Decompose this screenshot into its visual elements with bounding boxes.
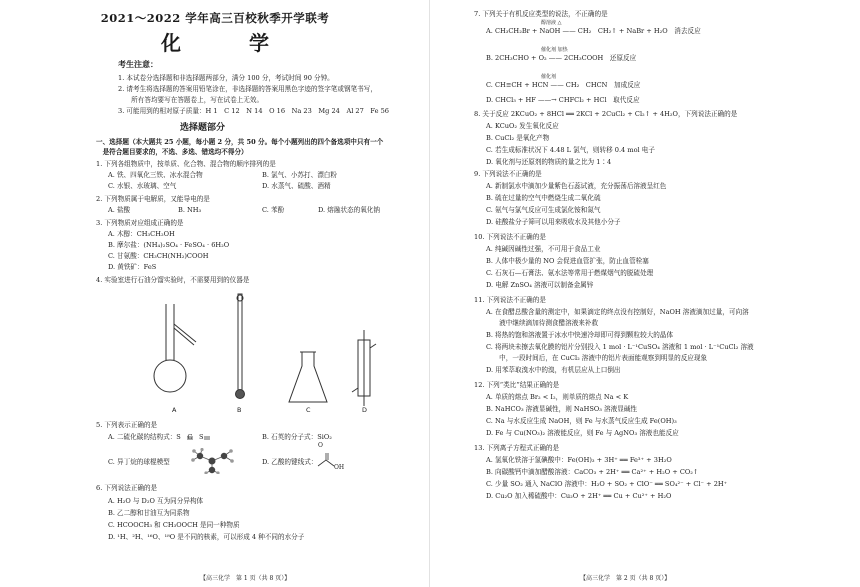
q8-option-c: C. 若生成标准状况下 4.48 L 氯气，则转移 0.4 mol 电子: [486, 146, 655, 154]
double-bond-icon: [185, 436, 215, 440]
q6-option-b: B. 乙二醇和甘油互为同系物: [108, 509, 190, 517]
q8-stem: 8. 关于反应 2KCuO₂ + 8HCl ══ 2KCl + 2CuCl₂ + Cl₂↑ + 4H₂O，下列说法正确的是: [474, 110, 738, 118]
q4-label-d: D: [362, 406, 367, 414]
q3-option-b: B. 摩尔盐：(NH₄)₂SO₄ · FeSO₄ · 6H₂O: [108, 241, 230, 249]
ball-and-stick-model-icon: [190, 448, 236, 474]
q6-option-d: D. ¹H、²H、¹⁶O、¹⁸O 是不同的核素，可以形成 4 种不同的水分子: [108, 533, 305, 541]
q5-option-c: C. 异丁烷的球棍模型: [108, 458, 170, 466]
q4-label-a: A: [172, 406, 177, 414]
q2-option-b: B. NH₃: [178, 206, 202, 214]
q9-option-c: C. 氨气与氯气反应可生成氯化铵和氮气: [486, 206, 601, 214]
condenser-icon: [350, 330, 378, 406]
q10-option-b: B. 人体中极少量的 NO 会促进血管扩张，防止血管栓塞: [486, 257, 649, 265]
q13-stem: 13. 下列离子方程式正确的是: [474, 444, 560, 452]
section-instruction-2: 是符合题目要求的，不选、多选、错选均不得分）: [96, 148, 248, 156]
q6-option-a: A. H₂O 与 D₂O 互为同分异构体: [108, 497, 204, 505]
q5-option-a: A. 二硫化碳的结构式：S C S: [108, 433, 204, 441]
q9-option-d: D. 硅酸盐分子筛可以用来吸收水及其他小分子: [486, 218, 621, 226]
q10-option-d: D. 电解 ZnSO₄ 溶液可以制备金属锌: [486, 281, 594, 289]
q11-option-c-cont: 中，一段时间后，在 CuCl₂ 溶液中的铝片表面能观察到明显的反应现象: [486, 354, 708, 362]
q8-option-a: A. KCuO₂ 发生氧化反应: [486, 122, 559, 130]
q12-option-c: C. Na 与水反应生成 NaOH，则 Fe 与水蒸气反应生成 Fe(OH)₃: [486, 417, 677, 425]
q7-option-d: D. CHCl₃ + HF ——→ CHFCl₂ + HCl 取代反应: [486, 96, 640, 104]
thermometer-icon: [232, 292, 248, 404]
q13-option-d: D. Cu₂O 加入稀硫酸中：Cu₂O + 2H⁺ ══ Cu + Cu²⁺ + H₂O: [486, 492, 672, 500]
q6-stem: 6. 下列说法正确的是: [96, 484, 158, 492]
q13-option-a: A. 氢氧化铁溶于氢碘酸中：Fe(OH)₃ + 3H⁺ ══ Fe³⁺ + 3H₂O: [486, 456, 672, 464]
q11-option-c: C. 将两块未擦去氧化膜的铝片分别投入 1 mol · L⁻¹CuSO₄ 溶液和 1 mol · L⁻¹CuCl₂ 溶液: [486, 343, 754, 351]
page-2-footer: 【高三化学 第 2 页（共 8 页）】: [580, 575, 671, 582]
conical-flask-icon: [286, 350, 330, 406]
q7-option-c: C. CH≡CH + HCN —— CH₂ CHCN 加成反应: [486, 81, 641, 89]
q13-option-c: C. 少量 SO₂ 通入 NaClO 溶液中：H₂O + SO₂ + ClO⁻ ══ SO₄²⁻ + Cl⁻ + 2H⁺: [486, 480, 728, 488]
q8-option-b: B. CuCl₂ 是氧化产物: [486, 134, 550, 142]
q13-option-b: B. 向碳酸钙中滴加醋酸溶液：CaCO₃ + 2H⁺ ══ Ca²⁺ + H₂O + CO₂↑: [486, 468, 699, 476]
q1-option-a: A. 铁、四氧化三铁、冰水混合物: [108, 171, 203, 179]
q7-stem: 7. 下列关于有机反应类型的说法，不正确的是: [474, 10, 608, 18]
q2-stem: 2. 下列物质属于电解质，又能导电的是: [96, 195, 210, 203]
q1-option-d: D. 水蒸气、硫酸、酒精: [262, 182, 331, 190]
q7-option-b: B. 2CH₃CHO + O₂ —— 2CH₃COOH 还原反应: [486, 54, 637, 62]
notice-item-3: 3. 可能用到的相对原子质量：H 1 C 12 N 14 O 16 Na 23 Mg 24 Al 27 Fe 56: [118, 107, 389, 115]
q11-option-a: A. 在食醋总酸含量的测定中，如果滴定的终点没有控制好，NaOH 溶液滴加过量，可向溶: [486, 308, 749, 316]
q11-option-a-cont: 液中继续滴加待测食醋溶液来补救: [486, 319, 599, 327]
q9-option-a: A. 新制氯水中滴加少量紫色石蕊试液，充分振荡后溶液呈红色: [486, 182, 667, 190]
q11-stem: 11. 下列说法不正确的是: [474, 296, 546, 304]
q5-option-b: B. 石英的分子式：SiO₂: [262, 433, 332, 441]
q4-stem: 4. 实验室进行石油分馏实验时，不需要用到的仪器是: [96, 276, 250, 284]
q9-option-b: B. 硫在过量的空气中燃烧生成二氧化硫: [486, 194, 601, 202]
q1-option-b: B. 氯气、小苏打、漂白粉: [262, 171, 337, 179]
q12-option-a: A. 单质的熔点 Br₂ < I₂，则单质的熔点 Na < K: [486, 393, 629, 401]
q2-option-c: C. 苯酚: [262, 206, 285, 214]
q7-option-a: A. CH₃CH₂Br + NaOH —— CH₂ CH₂↑ + NaBr + H₂O 消去反应: [486, 27, 701, 35]
q4-label-b: B: [237, 406, 242, 414]
q7-option-b-condition: 催化剂 加热: [541, 47, 568, 53]
section-heading: 选择题部分: [180, 123, 226, 133]
q9-stem: 9. 下列说法不正确的是: [474, 170, 542, 178]
q5-stem: 5. 下列表示正确的是: [96, 421, 158, 429]
q10-stem: 10. 下列说法不正确的是: [474, 233, 546, 241]
q12-stem: 12. 下列“类比”结果正确的是: [474, 381, 560, 389]
q5-option-d: D. 乙酸的键线式：: [262, 458, 318, 466]
q4-label-c: C: [306, 406, 311, 414]
distillation-flask-icon: [150, 294, 200, 406]
q3-option-d: D. 黄铁矿：FeS: [108, 263, 157, 271]
q3-option-c: C. 甘氨酸：CH₃CH(NH₂)COOH: [108, 252, 209, 260]
q10-option-c: C. 石灰石—石膏法、氨水法等常用于燃煤烟气的脱硫处理: [486, 269, 654, 277]
q2-option-d: D. 熔融状态的氧化钠: [318, 206, 380, 214]
q3-option-a: A. 木醇：CH₃CH₂OH: [108, 230, 175, 238]
notice-item-2: 2. 请考生将选择题的答案用铅笔涂在，非选择题的答案用黑色字迹的签字笔或钢笔书写，: [118, 85, 377, 93]
q2-option-a: A. 盐酸: [108, 206, 131, 214]
exam-page-2: [430, 0, 860, 587]
exam-title: 2021～2022 学年高三百校秋季开学联考: [100, 11, 330, 25]
q1-option-c: C. 水银、水玻璃、空气: [108, 182, 177, 190]
page-1-footer: 【高三化学 第 1 页（共 8 页）】: [200, 575, 291, 582]
q5-option-d-oh: OH: [334, 464, 345, 471]
q7-option-c-condition: 催化剂: [541, 74, 557, 80]
q10-option-a: A. 纯碱因碱性过强，不可用于食品工业: [486, 245, 601, 253]
notice-heading: 考生注意：: [118, 59, 158, 69]
q8-option-d: D. 氧化剂与还原剂的物质的量之比为 1∶4: [486, 158, 612, 166]
q3-stem: 3. 下列物质对应组成正确的是: [96, 219, 184, 227]
notice-item-2-cont: 所有答均要写在答题卷上，写在试卷上无效。: [118, 96, 264, 104]
section-instruction-1: 一、选择题（本大题共 25 小题，每小题 2 分，共 50 分。每个小题列出的四个备选项中只有一个: [96, 138, 384, 146]
q7-option-a-condition: 醇溶液 △: [541, 20, 562, 26]
exam-subject: 化 学: [161, 31, 293, 55]
q11-option-d: D. 用苯萃取溴水中的溴，有机层应从上口倒出: [486, 366, 621, 374]
q1-stem: 1. 下列各组物质中，按单质、化合物、混合物的顺序排列的是: [96, 160, 276, 168]
q12-option-d: D. Fe 与 Cu(NO₃)₂ 溶液能反应，则 Fe 与 AgNO₃ 溶液也能反应: [486, 429, 679, 437]
q6-option-c: C. HCOOCH₃ 和 CH₃OOCH 是同一种物质: [108, 521, 240, 529]
notice-item-1: 1. 本试卷分选择题和非选择题两部分，满分 100 分，考试时间 90 分钟。: [118, 74, 334, 82]
q11-option-b: B. 将热的饱和溶液置于冰水中快速冷却即可得到颗粒较大的晶体: [486, 331, 674, 339]
q12-option-b: B. NaHCO₃ 溶液显碱性，则 NaHSO₃ 溶液显碱性: [486, 405, 638, 413]
q5-option-d-o: O: [318, 442, 323, 449]
